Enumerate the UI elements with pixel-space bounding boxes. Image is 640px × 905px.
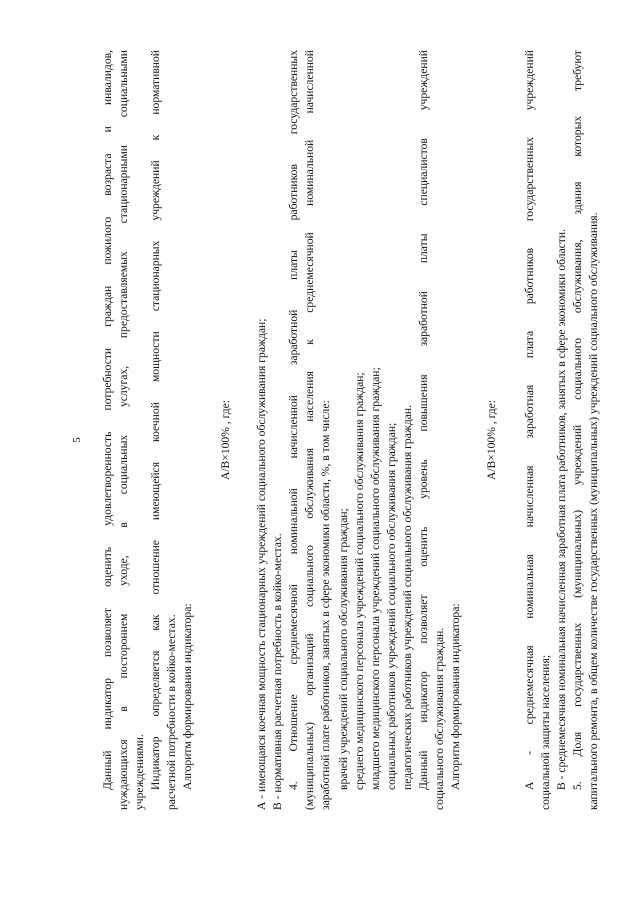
text-line: расчетной потребности в койко-местах. xyxy=(165,614,178,810)
text-line: нуждающихся в постороннем уходе, в социальных услугах, предоставляемых стационарными социальными xyxy=(117,50,130,810)
text-line: Индикатор определяется как отношение имеющейся коечной мощности стационарных учреждений к нормативной xyxy=(149,50,162,790)
text-line: младшего медицинского персонала учреждений социального обслуживания граждан; xyxy=(369,367,382,790)
formula-1: A/B×100% , где: xyxy=(219,399,232,481)
text-line: Данный индикатор позволяет оценить уровень повышения заработной платы специалистов учреждений xyxy=(417,50,430,790)
text-line: социальных работников учреждений социального обслуживания граждан; xyxy=(385,422,398,790)
text-line: педагогических работников учреждений социального обслуживания граждан. xyxy=(401,404,414,790)
text-line: капитального ремонта, в общем количестве государственных (муниципальных) учреждений социального обслуживания. xyxy=(587,212,600,810)
text-line: Данный индикатор позволяет оценить удовлетворенность потребности граждан пожилого возраста и инвалидов, xyxy=(101,50,114,790)
text-line: 4. Отношение среднемесячной номинальной начисленной заработной платы работников государственных xyxy=(287,50,300,790)
text-line: Алгоритм формирования индикатора: xyxy=(449,603,462,790)
text-line: А - среднемесячная номинальная начисленная заработная плата работников государственных учреждений xyxy=(523,50,536,790)
text-line: заработной плате работников, занятых в сфере экономики области, %, в том числе: xyxy=(319,400,332,810)
text-line: А - имеющаяся коечная мощность стационарных учреждений социального обслуживания граждан; xyxy=(255,318,268,810)
text-line: Алгоритм формирования индикатора: xyxy=(181,603,194,790)
text-line: учреждениями. xyxy=(133,734,146,810)
text-line: 5. Доля государственных (муниципальных) учреждений социального обслуживания, здания которых требуют xyxy=(571,50,584,790)
text-line: В - нормативная расчетная потребность в койко-местах. xyxy=(271,533,284,810)
text-line: социальной защиты населения; xyxy=(539,654,552,810)
text-line: (муниципальных) организаций социального обслуживания населения к среднемесячной номинальной начисленной xyxy=(303,50,316,810)
page-number: 5 xyxy=(71,437,83,443)
text-line: среднего медицинского персонала учреждений социального обслуживания граждан; xyxy=(353,372,366,790)
text-line: социального обслуживания граждан. xyxy=(433,627,446,810)
text-line: В - среднемесячная номинальная начисленная заработная плата работников, занятых в сфере экономики области. xyxy=(555,229,568,790)
formula-2: A/B×100% , где: xyxy=(485,399,498,481)
rotated-text-frame xyxy=(70,50,610,830)
text-line: врачей учреждений социального обслуживания граждан; xyxy=(337,508,350,790)
